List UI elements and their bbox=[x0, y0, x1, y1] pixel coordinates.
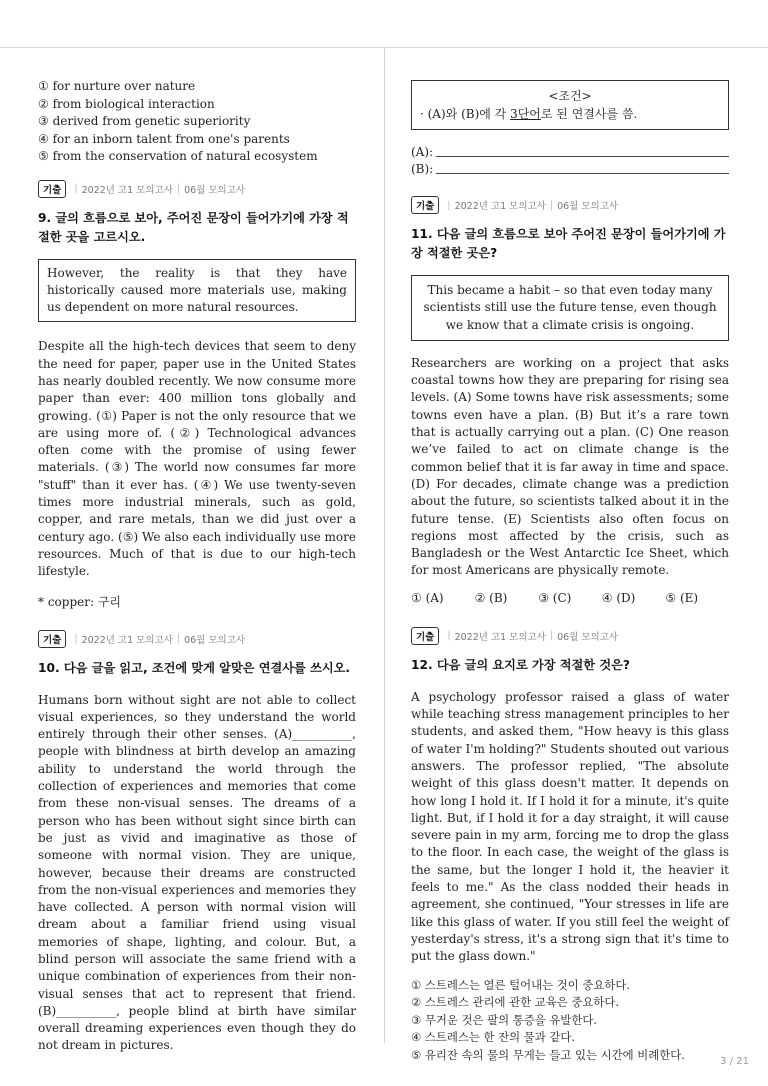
q9-given-sentence: However, the reality is that they have historically caused more materials use, making us dependent on more natural resources. bbox=[38, 259, 356, 323]
choice-4[interactable]: ④ (D) bbox=[601, 590, 636, 605]
source-month: 06월 모의고사 bbox=[557, 201, 619, 212]
column-divider bbox=[384, 48, 385, 1043]
option-2: ② from biological interaction bbox=[38, 96, 215, 111]
option-5[interactable]: ⑤ 유리잔 속의 물의 무게는 들고 있는 시간에 비례한다. bbox=[411, 1047, 685, 1062]
source-badge: 기출 bbox=[38, 180, 66, 198]
q12-title: 12. 다음 글의 요지로 가장 적절한 것은? bbox=[411, 657, 630, 672]
q11-source: 기출 | 2022년 고1 모의고사 | 06월 모의고사 bbox=[411, 196, 729, 214]
answer-b[interactable]: (B): bbox=[411, 161, 729, 178]
option-4: ④ for an inborn talent from one's parents bbox=[38, 131, 290, 146]
q11-title: 11. 다음 글의 흐름으로 보아 주어진 문장이 들어가기에 가장 적절한 곳은? bbox=[411, 227, 726, 260]
option-3[interactable]: ③ 무거운 것은 팔의 통증을 유발한다. bbox=[411, 1012, 597, 1027]
source-year: 2022년 고1 모의고사 bbox=[454, 631, 546, 643]
condition-title: <조건> bbox=[548, 89, 592, 103]
source-badge: 기출 bbox=[38, 630, 66, 648]
q12-source: 기출 | 2022년 고1 모의고사 | 06월 모의고사 bbox=[411, 627, 729, 645]
q10-passage: Humans born without sight are not able to collect visual experiences, so they understand the world entirely through their other senses. (A)__________, people with blindness at birth develop an amazing ability to understand the world through the collection of experiences and memories that come from these non-visual senses. The dreams of a person who has been without sight since birth can be just as vivid and imaginative as those of someone with normal vision. They are unique, however, because their dreams are constructed from the non-visual experiences and memories they have collected. A person with normal vision will dream about a familiar friend using visual memories of shape, lighting, and colour. But, a blind person will associate the same friend with a unique combination of experiences from their non-visual senses that act to represent that friend. (B)__________, people blind at birth have similar overall dreaming experiences even though they do not dream in pictures. bbox=[38, 692, 356, 1053]
q10-title: 10. 다음 글을 읽고, 조건에 맞게 알맞은 연결사를 쓰시오. bbox=[38, 660, 351, 675]
answer-a[interactable]: (A): bbox=[411, 144, 729, 161]
option-4[interactable]: ④ 스트레스는 한 잔의 물과 같다. bbox=[411, 1030, 575, 1045]
choice-2[interactable]: ② (B) bbox=[474, 590, 508, 605]
q10-condition-box bbox=[411, 80, 729, 130]
q9-passage: Despite all the high-tech devices that seem to deny the need for paper, paper use in the United States has nearly doubled recently. We now consume more paper than ever: 400 million tons globally and growing. (①) Paper is not the only resource that we are using more of. (②) Technological advances often come with the promise of using fewer materials. (③) The world now consumes far more "stuff" than it ever has. (④) We use twenty-seven times more industrial minerals, such as gold, copper, and rare metals, than we did just over a century ago. (⑤) We also each individually use more resources. Much of that is due to our high-tech lifestyle. bbox=[38, 339, 356, 579]
source-badge: 기출 bbox=[411, 627, 439, 645]
choice-3[interactable]: ③ (C) bbox=[538, 590, 572, 605]
q12-options bbox=[411, 977, 729, 1065]
page-number: 3 / 21 bbox=[720, 1056, 749, 1067]
option-1[interactable]: ① 스트레스는 열른 털어내는 것이 중요하다. bbox=[411, 977, 630, 992]
source-year: 2022년 고1 모의고사 bbox=[81, 634, 173, 646]
choice-5[interactable]: ⑤ (E) bbox=[665, 590, 699, 605]
q11-passage: Researchers are working on a project that asks coastal towns how they are preparing for rising sea levels. (A) Some towns have risk assessments; some towns even have a plan. (B) But it’s a rare town that is actually carrying out a plan. (C) One reason we’ve failed to act on climate change is the common belief that it is far away in time and space. (D) For decades, climate change was a prediction about the future, so scientists talked about it in the future tense. (E) Scientists also often focus on regions most affected by the crisis, such as Bangladesh or the West Antarctic Ice Sheet, which for most Americans are physically remote. bbox=[411, 355, 729, 578]
q11-choices bbox=[411, 591, 729, 605]
source-month: 06월 모의고사 bbox=[557, 631, 619, 643]
q12-passage: A psychology professor raised a glass of water while teaching stress management principles to her students, and asked them, "How heavy is this glass of water I'm holding?" Students shouted out various answers. The professor replied, "The absolute weight of this glass doesn't matter. It depends on how long I hold it. If I hold it for a minute, it's quite light. But, if I hold it for a day straight, it will cause severe pain in my arm, forcing me to drop the glass to the floor. In each case, the weight of the glass is the same, but the longer I hold it, the heavier it feels to me." As the class nodded their heads in agreement, she continued, "Your stresses in life are like this glass of water. If you still feel the weight of yesterday's stress, it's a strong sign that it's time to put the glass down." bbox=[411, 689, 729, 964]
right-column bbox=[411, 80, 729, 1064]
q9-title: 9. 글의 흐름으로 보아, 주어진 문장이 들어가기에 가장 적절한 곳을 고르시오. bbox=[38, 210, 349, 244]
option-5: ⑤ from the conservation of natural ecosystem bbox=[38, 149, 318, 163]
source-year: 2022년 고1 모의고사 bbox=[454, 201, 546, 212]
source-month: 06월 모의고사 bbox=[184, 184, 246, 196]
source-year: 2022년 고1 모의고사 bbox=[81, 184, 173, 196]
source-month: 06월 모의고사 bbox=[184, 634, 246, 646]
left-column bbox=[38, 78, 356, 1055]
q9-footnote: * copper: 구리 bbox=[38, 594, 122, 609]
q10-answers bbox=[411, 144, 729, 178]
option-3: ③ derived from genetic superiority bbox=[38, 114, 251, 128]
q9-source: 기출 | 2022년 고1 모의고사 | 06월 모의고사 bbox=[38, 180, 356, 198]
choice-1[interactable]: ① (A) bbox=[411, 590, 444, 605]
option-1: ① for nurture over nature bbox=[38, 79, 196, 93]
source-badge: 기출 bbox=[411, 196, 439, 214]
q8-options bbox=[38, 78, 356, 166]
q10-source: 기출 | 2022년 고1 모의고사 | 06월 모의고사 bbox=[38, 630, 356, 648]
q11-given-sentence: This became a habit – so that even today many scientists still use the future tense, even though we know that a climate crisis is ongoing. bbox=[411, 275, 729, 341]
option-2[interactable]: ② 스트레스 관리에 관한 교육은 중요하다. bbox=[411, 995, 619, 1010]
condition-item: · (A)와 (B)에 각 3단어로 된 연결사를 씀. bbox=[420, 107, 638, 121]
